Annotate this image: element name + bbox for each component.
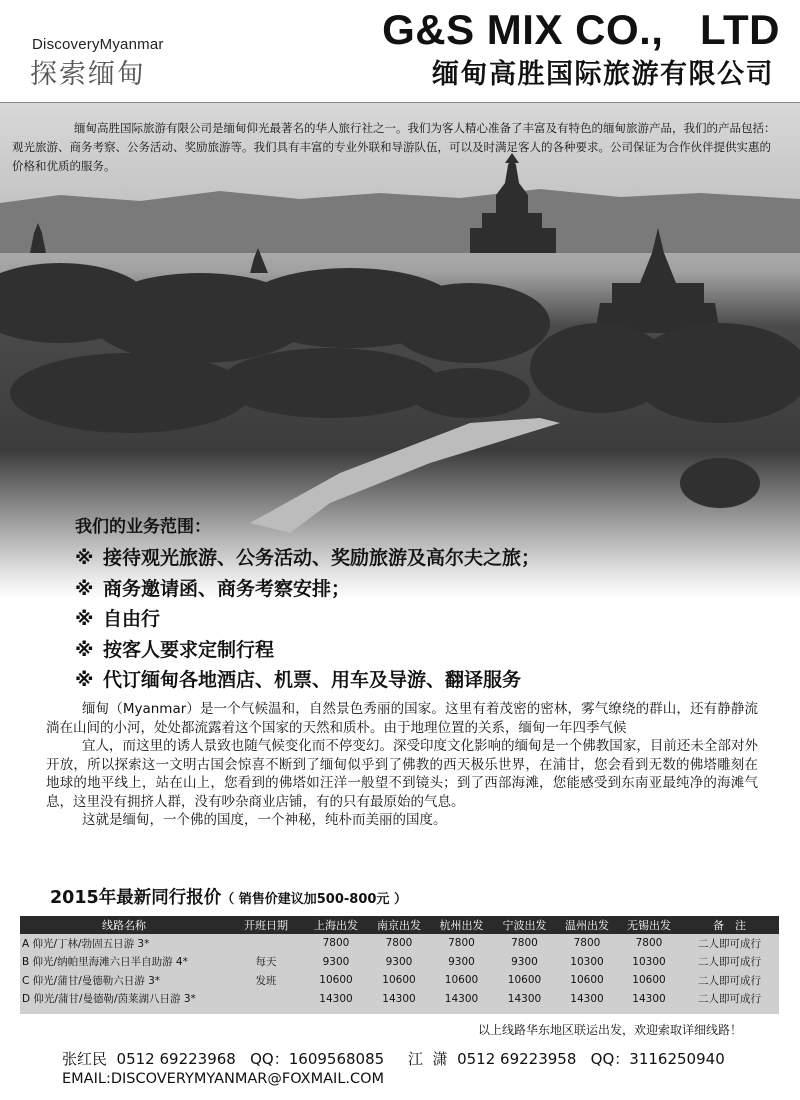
business-scope-title: 我们的业务范围：	[75, 517, 211, 537]
myanmar-description	[46, 700, 758, 830]
description-paragraph: 缅甸（Myanmar）是一个气候温和，自然景色秀丽的国家。这里有着茂密的密林，雾气缭绕的群山，还有静静流淌在山间的小河，处处都流露着这个国家的天然和质朴。由于地理位置的关系，缅甸一年四季气候	[46, 701, 758, 736]
price-heading: 2015年最新同行报价	[50, 888, 222, 908]
column-header: 开班日期	[228, 916, 304, 934]
price-cell: 10600	[319, 974, 353, 987]
schedule-cell	[228, 934, 304, 953]
price-cell: 9300	[511, 955, 538, 968]
price-cell: 14300	[444, 992, 479, 1005]
reference-mark: ※	[75, 608, 94, 630]
reference-mark: ※	[75, 577, 94, 600]
company-intro: 缅甸高胜国际旅游有限公司是缅甸仰光最著名的华人旅行社之一。我们为客人精心准备了丰富及有特色的缅甸旅游产品，我们的产品包括：观光旅游、商务考察、公务活动、奖励旅游等。我们具有丰富的专业外联和导游队伍，可以及时满足客人的各种要求。公司保证为合作伙伴提供实惠的价格和优质的服务。	[12, 121, 776, 173]
route-name: B 仰光/纳帕里海滩六日半自助游 4*	[22, 956, 188, 969]
description-paragraph: 这就是缅甸，一个佛的国度，一个神秘，纯朴而美丽的国度。	[82, 812, 447, 828]
price-cell: 7800	[448, 937, 475, 950]
mountains	[0, 189, 800, 253]
header	[0, 0, 800, 103]
remark-cell: 二人即可成行	[698, 993, 761, 1006]
price-table-container	[20, 916, 779, 1014]
column-header: 南京出发	[368, 916, 430, 934]
price-cell: 14300	[382, 992, 416, 1005]
remark-cell: 二人即可成行	[698, 974, 761, 987]
remark-cell: 二人即可成行	[698, 956, 761, 969]
column-header: 杭州出发	[430, 916, 493, 934]
reference-mark: ※	[75, 547, 94, 569]
price-cell: 7800	[635, 937, 663, 950]
price-title	[50, 884, 407, 909]
route-name: A 仰光/丁林/勃固五日游 3*	[22, 937, 150, 950]
column-header: 上海出发	[304, 916, 368, 934]
price-cell: 9300	[322, 955, 350, 968]
price-note: （ 销售价建议加500-800元 ）	[221, 892, 407, 907]
price-cell: 14300	[507, 992, 542, 1005]
contact-email: EMAIL:DISCOVERYMYANMAR@FOXMAIL.COM	[62, 1071, 385, 1087]
column-header: 温州出发	[556, 916, 618, 934]
reference-mark: ※	[75, 638, 94, 661]
price-cell: 10600	[570, 974, 604, 987]
table-header-row	[20, 916, 779, 934]
price-cell: 10600	[444, 974, 479, 987]
company-name-en: G&S MIX CO., LTD	[382, 6, 780, 53]
column-header: 备 注	[680, 916, 779, 934]
price-table	[20, 916, 779, 1008]
price-cell: 7800	[573, 937, 601, 950]
price-cell: 14300	[632, 992, 666, 1005]
price-cell: 10300	[632, 955, 666, 968]
route-name: C 仰光/蒲甘/曼德勒六日游 3*	[22, 974, 161, 987]
route-name: D 仰光/蒲甘/曼德勒/茵莱湖八日游 3*	[22, 993, 196, 1006]
price-cell: 7800	[385, 937, 413, 950]
price-cell: 14300	[319, 992, 353, 1005]
reference-mark: ※	[75, 669, 94, 691]
column-header: 无锡出发	[618, 916, 680, 934]
logo-text-zh: 探索缅甸	[30, 59, 146, 90]
list-item: ※ 商务邀请函、商务考察安排；	[75, 574, 540, 605]
list-item: ※ 按客人要求定制行程	[75, 635, 540, 666]
schedule-cell: 发班	[255, 974, 277, 987]
company-name-zh: 缅甸高胜国际旅游有限公司	[432, 59, 774, 90]
price-cell: 10300	[570, 955, 604, 968]
price-cell: 10600	[632, 974, 666, 987]
price-cell: 7800	[511, 937, 538, 950]
price-cell: 10600	[382, 974, 416, 987]
table-row	[20, 990, 779, 1009]
column-header: 线路名称	[20, 916, 228, 934]
schedule-cell: 每天	[255, 956, 277, 969]
schedule-cell	[228, 990, 304, 1009]
column-header: 宁波出发	[493, 916, 556, 934]
table-row	[20, 934, 779, 953]
business-scope	[75, 512, 540, 696]
description-paragraph: 宜人，而这里的诱人景致也随气候变化而不停变幻。深受印度文化影响的缅甸是一个佛教国家，目前还未全部对外开放，所以探索这一文明古国会惊喜不断到了缅甸似乎到了佛教的西天极乐世界，在浦甘，您会看到无数的佛塔雕刻在地球的地平线上，站在山上，您看到的佛塔如汪洋一般望不到镜头；到了西部海滩，您能感受到东南亚最纯净的海滩气息，这里没有拥挤人群，没有吵杂商业店铺，有的只有最原始的气息。	[46, 738, 758, 810]
remark-cell: 二人即可成行	[698, 937, 761, 950]
list-item: ※ 接待观光旅游、公务活动、奖励旅游及高尔夫之旅；	[75, 543, 540, 574]
price-cell: 9300	[385, 955, 413, 968]
price-cell: 7800	[322, 937, 350, 950]
business-scope-list	[75, 543, 540, 696]
logo-text-en: DiscoveryMyanmar	[32, 36, 164, 53]
table-row	[20, 953, 779, 972]
price-cell: 10600	[507, 974, 542, 987]
list-item: ※ 自由行	[75, 604, 540, 635]
contact-info: 张红民 0512 69223968 QQ：1609568085 江 潇 0512 69223958 QQ：3116250940	[62, 1050, 725, 1068]
list-item: ※ 代订缅甸各地酒店、机票、用车及导游、翻译服务	[75, 665, 540, 696]
price-cell: 14300	[570, 992, 604, 1005]
table-row	[20, 971, 779, 990]
footer-note: 以上线路华东地区联运出发，欢迎索取详细线路！	[477, 1023, 742, 1037]
price-cell: 9300	[448, 955, 475, 968]
